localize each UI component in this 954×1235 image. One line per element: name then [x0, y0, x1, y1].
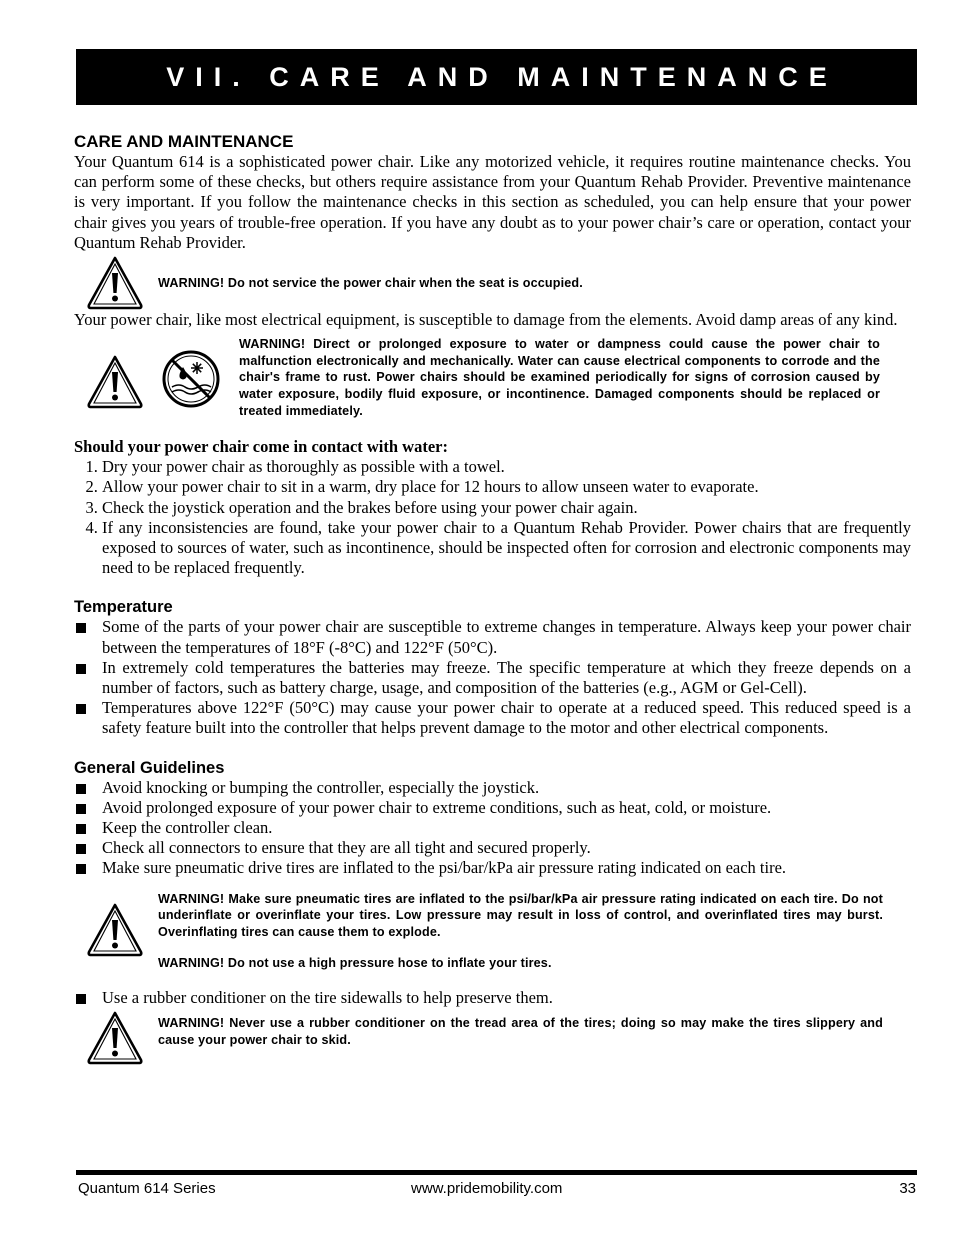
water-steps-list	[74, 457, 911, 578]
list-item: 3. Check the joystick operation and the brakes before using your power chair again.	[102, 498, 911, 518]
warning-triangle-icon	[86, 255, 144, 311]
chapter-title: VII. CARE AND MAINTENANCE	[166, 61, 838, 92]
warning-conditioner-block	[74, 1012, 911, 1066]
footer-series: Quantum 614 Series	[78, 1180, 216, 1197]
warning-hose-text: WARNING! Do not use a high pressure hose to inflate your tires.	[158, 956, 552, 971]
list-item: Avoid prolonged exposure of your power chair to extreme conditions, such as heat, cold, or moisture.	[74, 798, 911, 818]
temperature-heading: Temperature	[74, 598, 173, 617]
temperature-list	[74, 617, 911, 738]
warning-triangle-icon	[86, 902, 144, 958]
guidelines-heading: General Guidelines	[74, 758, 225, 777]
care-heading: CARE AND MAINTENANCE	[74, 132, 294, 151]
list-item: Check all connectors to ensure that they are all tight and secured properly.	[74, 838, 911, 858]
elements-paragraph: Your power chair, like most electrical equipment, is susceptible to damage from the elements. Avoid damp areas of any kind.	[74, 310, 898, 330]
conditioner-list	[74, 988, 911, 1008]
list-item: Temperatures above 122°F (50°C) may cause your power chair to operate at a reduced speed. This reduced speed is a safety feature built into the controller that helps prevent damage to the motor and other electrical components.	[74, 698, 911, 738]
warning-triangle-icon	[86, 354, 144, 410]
warning-inflate-text: WARNING! Make sure pneumatic tires are inflated to the psi/bar/kPa air pressure rating indicated on each tire. Do not underinflate or overinflate your tires. Low pressure may result in loss of control, and overinflated tires may burst. Overinflating tires can cause them to explode.	[158, 891, 883, 939]
footer-rule	[76, 1170, 917, 1175]
list-item: 1. Dry your power chair as thoroughly as possible with a towel.	[102, 457, 911, 477]
chapter-banner	[76, 49, 917, 105]
footer-page-number: 33	[899, 1180, 916, 1197]
page-footer	[78, 1180, 916, 1200]
list-item: In extremely cold temperatures the batteries may freeze. The specific temperature at which they freeze depends on a number of factors, such as battery charge, usage, and composition of the batteries (e.g., AGM or Gel-Cell).	[74, 658, 911, 698]
warning-water-text: WARNING! Direct or prolonged exposure to water or dampness could cause the power chair to malfunction electronically and mechanically. Water can cause electrical components to corrode and the chair's frame to rust. Power chairs should be examined periodically for signs of corrosion caused by water exposure, bodily fluid exposure, or incontinence. Damaged components should be replaced or treated immediately.	[239, 337, 880, 418]
warning-conditioner-text: WARNING! Never use a rubber conditioner on the tread area of the tires; doing so may make the tires slippery and cause your power chair to skid.	[158, 1016, 883, 1047]
list-item: Make sure pneumatic drive tires are inflated to the psi/bar/kPa air pressure rating indicated on each tire.	[74, 858, 911, 878]
list-item: 4. If any inconsistencies are found, take your power chair to a Quantum Rehab Provider. Power chairs that are frequently exposed to sources of water, such as incontinence, should be inspected often for corrosion and electronic components may need to be replaced frequently.	[102, 518, 911, 579]
list-item: Keep the controller clean.	[74, 818, 911, 838]
list-item: Avoid knocking or bumping the controller, especially the joystick.	[74, 778, 911, 798]
care-intro-paragraph: Your Quantum 614 is a sophisticated power chair. Like any motorized vehicle, it requires routine maintenance checks. You can perform some of these checks, but others require assistance from your Quantum Rehab Provider. Preventive maintenance is very important. If you follow the maintenance checks in this section as scheduled, you can help ensure that your power chair gives you years of trouble-free operation. If you have any doubt as to your power chair’s care or operation, contact your Quantum Rehab Provider.	[74, 152, 911, 252]
list-item: 2. Allow your power chair to sit in a warm, dry place for 12 hours to allow unseen water to evaporate.	[102, 477, 911, 497]
warning-inflate-block	[74, 891, 911, 972]
warning-triangle-icon	[86, 1010, 144, 1066]
warning-seat-block	[74, 257, 911, 309]
no-water-exposure-icon	[161, 349, 221, 409]
water-contact-lead: Should your power chair come in contact with water:	[74, 437, 448, 457]
guidelines-list	[74, 778, 911, 879]
warning-water-block	[74, 336, 911, 419]
list-item: Some of the parts of your power chair are susceptible to extreme changes in temperature. Always keep your power chair between the temperatures of 18°F (-8°C) and 122°F (50°C).	[74, 617, 911, 657]
page-content	[74, 132, 911, 1066]
warning-inflate-texts	[158, 891, 883, 972]
warning-seat-text: WARNING! Do not service the power chair when the seat is occupied.	[158, 275, 583, 290]
list-item: Use a rubber conditioner on the tire sidewalls to help preserve them.	[74, 988, 911, 1008]
footer-website[interactable]: www.pridemobility.com	[411, 1180, 563, 1197]
